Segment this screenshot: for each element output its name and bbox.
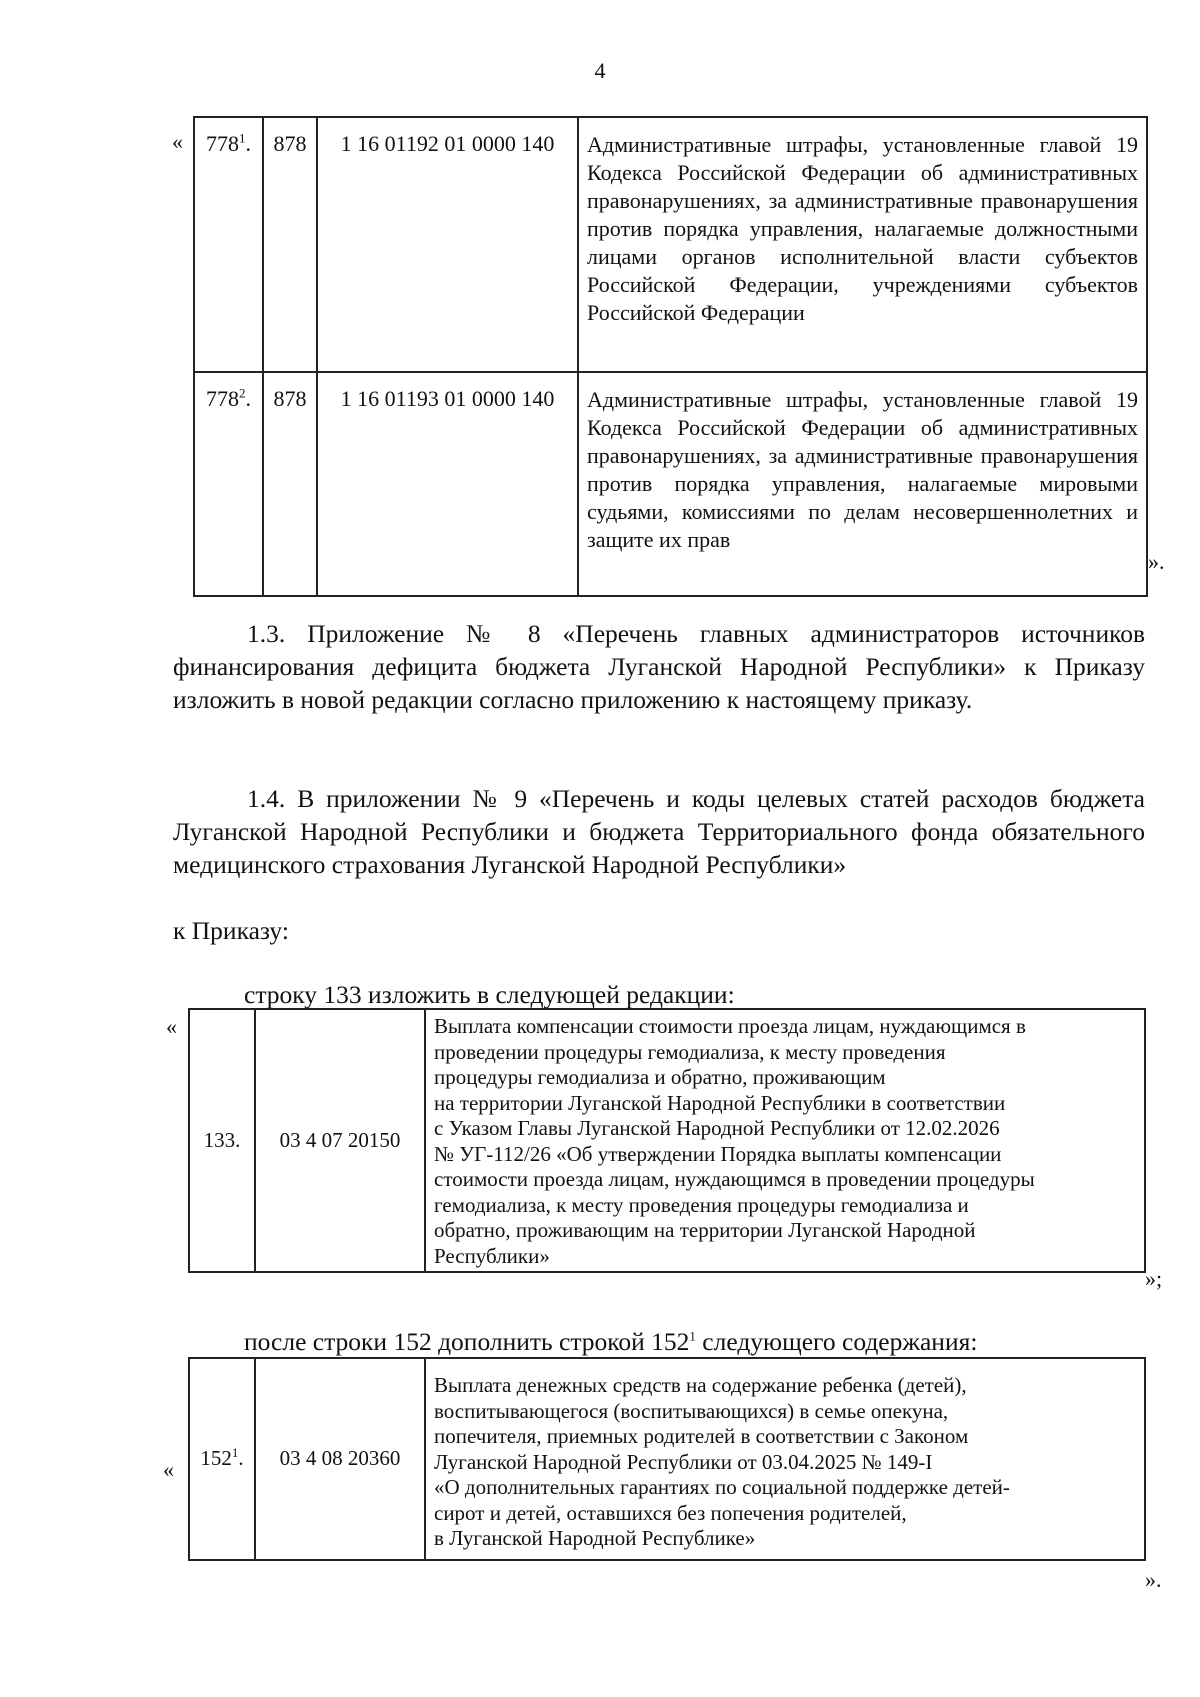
target-code-cell: 03 4 07 20150 xyxy=(255,1009,425,1272)
row-133-intro: строку 133 изложить в следующей редакции: xyxy=(244,980,735,1009)
description-cell xyxy=(425,1009,1145,1272)
expense-table-row-152-1 xyxy=(188,1357,1146,1561)
paragraph-1-4-text: 1.4. В приложении № 9 «Перечень и коды целевых статей расходов бюджета Луганской Народной Республики и бюджета Территориального фонда обязательного медицинского страхования Луганской Народной Республики» xyxy=(173,784,1145,879)
row-number: 152 xyxy=(200,1446,232,1470)
description-cell: Административные штрафы, установленные главой 19 Кодекса Российской Федерации об административных правонарушениях, за административные правонарушения против порядка управления, налагаемые мировыми судьями, комиссиями по делам несовершеннолетних и защите их прав xyxy=(578,372,1147,596)
description-line: Республики» xyxy=(434,1243,550,1268)
row-152-1-intro-superscript: 1 xyxy=(689,1328,696,1344)
description-line: процедуры гемодиализа и обратно, проживающим xyxy=(434,1065,886,1089)
admin-code-cell: 878 xyxy=(263,372,317,596)
description-line: с Указом Главы Луганской Народной Республики от 12.02.2026 xyxy=(434,1116,1000,1140)
row-152-1-intro xyxy=(244,1325,977,1358)
closing-quote: ». xyxy=(1145,1567,1162,1592)
description-line: проведении процедуры гемодиализа, к месту проведения xyxy=(434,1039,946,1064)
row-number-superscript: 1 xyxy=(239,130,246,146)
row-number-suffix: . xyxy=(238,1446,244,1470)
row-number-cell xyxy=(189,1358,255,1560)
table-row xyxy=(189,1358,1145,1560)
opening-quote: « xyxy=(166,1014,177,1039)
row-number: 778 xyxy=(206,131,239,156)
paragraph-1-3 xyxy=(173,617,1145,716)
description-line: гемодиализа, к месту проведения процедуры гемодиализа и xyxy=(434,1192,969,1217)
closing-quote: ». xyxy=(1148,549,1165,574)
page-number: 4 xyxy=(594,58,606,83)
kbk-code-cell: 1 16 01193 01 0000 140 xyxy=(317,372,578,596)
row-152-1-intro-text-end: следующего содержания: xyxy=(695,1327,978,1356)
table-row xyxy=(189,1009,1145,1272)
opening-quote: « xyxy=(172,129,183,154)
paragraph-1-3-text: 1.3. Приложение № 8 «Перечень главных администраторов источников финансирования дефицита бюджета Луганской Народной Республики» к Приказу изложить в новой редакции согласно приложению к настоящему приказу. xyxy=(173,619,1145,714)
kbk-code-cell: 1 16 01192 01 0000 140 xyxy=(317,117,578,372)
description-line: в Луганской Народной Республике» xyxy=(434,1526,756,1550)
paragraph-1-4 xyxy=(173,782,1145,881)
description-line: стоимости проезда лицам, нуждающимся в проведении процедуры xyxy=(434,1167,1035,1191)
row-number-suffix: . xyxy=(245,386,251,411)
income-codes-table xyxy=(193,116,1148,597)
opening-quote: « xyxy=(163,1457,174,1482)
target-code-cell: 03 4 08 20360 xyxy=(255,1358,425,1560)
description-line: Выплата денежных средств на содержание ребенка (детей), xyxy=(434,1373,967,1397)
description-line: попечителя, приемных родителей в соответствии с Законом xyxy=(434,1424,969,1448)
description-line: обратно, проживающим на территории Луганской Народной xyxy=(434,1218,976,1242)
row-152-1-intro-text: после строки 152 дополнить строкой 152 xyxy=(244,1327,690,1356)
description-line: Выплата компенсации стоимости проезда лицам, нуждающимся в xyxy=(434,1014,1026,1038)
table-row xyxy=(194,372,1147,596)
description-cell: Административные штрафы, установленные главой 19 Кодекса Российской Федерации об административных правонарушениях, за административные правонарушения против порядка управления, налагаемые должностными лицами органов исполнительной власти субъектов Российской Федерации, учреждениями субъектов Российской Федерации xyxy=(578,117,1147,372)
closing-quote: »; xyxy=(1145,1266,1163,1291)
expense-table-row-133 xyxy=(188,1008,1146,1273)
row-number-cell: 133. xyxy=(189,1009,255,1272)
description-line: «О дополнительных гарантиях по социальной поддержке детей- xyxy=(434,1475,1010,1499)
description-cell xyxy=(425,1358,1145,1560)
row-number-superscript: 1 xyxy=(231,1445,239,1460)
table-row xyxy=(194,117,1147,372)
row-number-cell xyxy=(194,117,263,372)
row-number-superscript: 2 xyxy=(239,385,246,401)
row-number-suffix: . xyxy=(245,131,251,156)
row-number: 778 xyxy=(206,386,239,411)
description-line: сирот и детей, оставшихся без попечения родителей, xyxy=(434,1500,907,1525)
description-line: воспитывающегося (воспитывающихся) в семье опекуна, xyxy=(434,1398,949,1423)
description-line: Луганской Народной Республики от 03.04.2025 № 149-I xyxy=(434,1449,933,1474)
description-line: № УГ-112/26 «Об утверждении Порядка выплаты компенсации xyxy=(434,1141,1002,1166)
row-number-cell xyxy=(194,372,263,596)
description-line: на территории Луганской Народной Республики в соответствии xyxy=(434,1090,1006,1115)
paragraph-1-4-tail: к Приказу: xyxy=(173,916,289,945)
admin-code-cell: 878 xyxy=(263,117,317,372)
